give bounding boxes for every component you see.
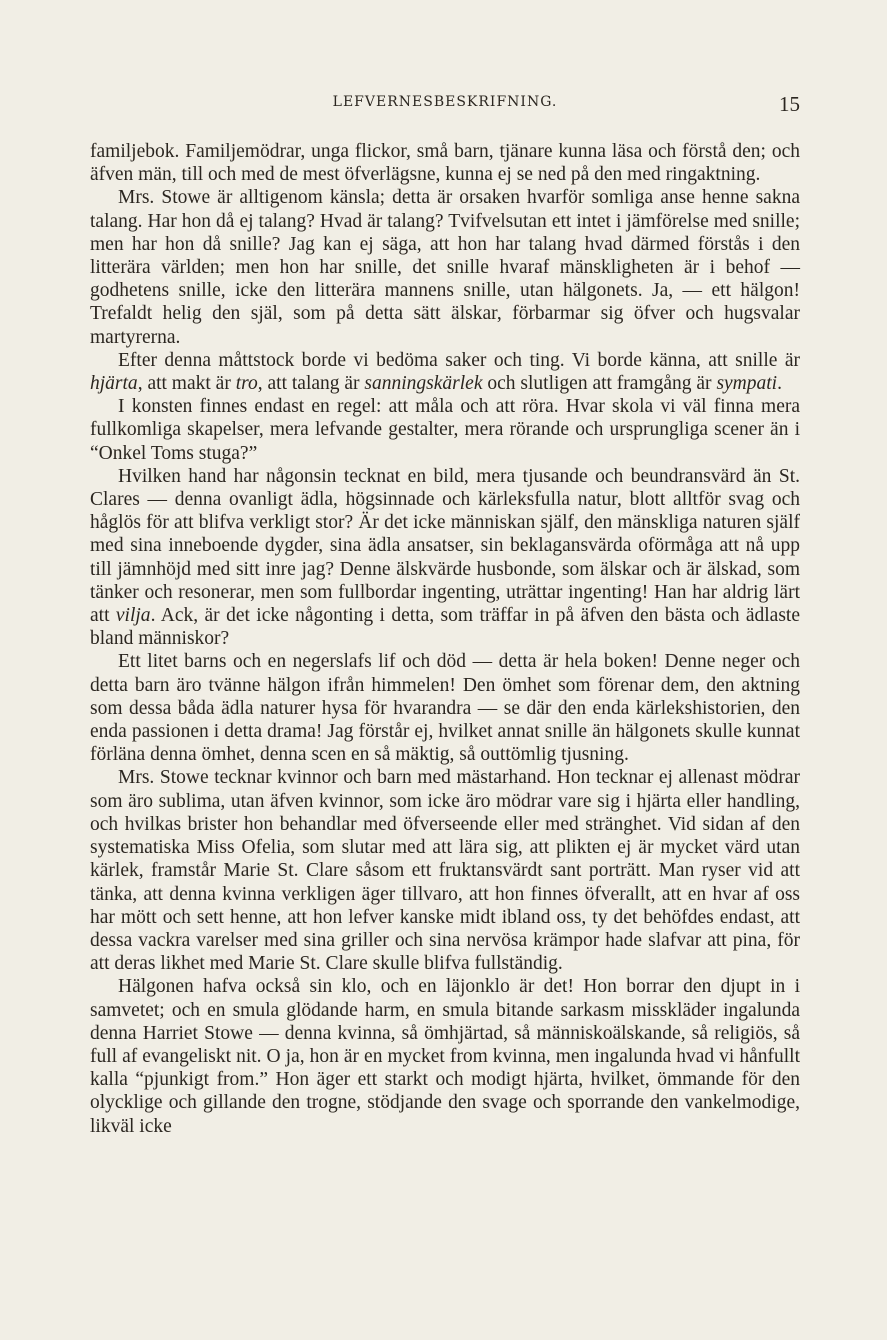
page-number: 15: [779, 92, 800, 116]
text-run: .: [777, 373, 782, 395]
paragraph: [90, 140, 800, 186]
paragraph: [90, 766, 800, 975]
paragraph: [90, 975, 800, 1137]
italic-term: hjärta: [90, 373, 138, 395]
text-run: . Ack, är det icke någonting i detta, som träffar in på äfven den bästa och ädlaste bland människor?: [90, 605, 800, 650]
text-run: Mrs. Stowe tecknar kvinnor och barn med mästarhand. Hon tecknar ej allenast mödrar som äro sublima, utan äfven kvinnor, som icke äro mödrar vare sig i hjärta eller handling, och hvilkas brister hon behandlar med öfverseende eller med stränghet. Vid sidan af den systematiska Miss Ofelia, som slutar med att lära sig, att plikten ej är mycket värd utan kärlek, framstår Marie St. Clare såsom ett fruktansvärdt sant porträtt. Man ryser vid att tänka, att denna kvinna verkligen äger tillvaro, att hon finnes öfverallt, att en hvar af oss har mött och sett henne, att hon lefver kanske midt ibland oss, ty det behöfdes endast, att dessa vackra varelser med sina griller och sina nervösa krämpor hade slafvar att pina, för att deras likhet med Marie St. Clare skulle blifva fullständig.: [90, 767, 800, 975]
text-run: och slutligen att framgång är: [482, 373, 717, 395]
italic-term: sympati: [716, 373, 778, 395]
paragraph: [90, 650, 800, 766]
text-run: familjebok. Familjemödrar, unga flickor, små barn, tjänare kunna läsa och förstå den; och äfven män, till och med de mest öfverlägsne, kunna ej se ned på den med ringaktning.: [90, 141, 800, 186]
text-run: Ett litet barns och en negerslafs lif och död — detta är hela boken! Denne neger och detta barn äro tvänne hälgon ifrån himmelen! Den ömhet som förenar dem, den aktning som dessa båda ädla naturer hysa för hvarandra — se där den enda kärlekshistorien, den enda passionen i detta drama! Jag förstår ej, hvilket annat snille än hälgonets skulle kunnat förläna denna ömhet, denna scen en så mäktig, så outtömlig tjusning.: [90, 651, 800, 766]
text-run: Mrs. Stowe är alltigenom känsla; detta är orsaken hvarför somliga anse henne sakna talang. Har hon då ej talang? Hvad är talang? Tvifvelsutan ett intet i jämförelse med snille; men har hon då snille? Jag kan ej säga, att hon har talang hvad därmed förstås i den litterära världen; men hon har snille, det snille hvaraf mänskligheten är i behof — godhetens snille, icke den litterära mannens snille, utan hälgonets. Ja, — ett hälgon! Trefaldt helig den själ, som på detta sätt älskar, förbarmar sig öfver och hugsvalar martyrerna.: [90, 187, 800, 348]
paragraph: [90, 186, 800, 348]
paragraph: [90, 465, 800, 651]
running-head: [90, 92, 800, 116]
paragraph: [90, 395, 800, 465]
paragraph: [90, 349, 800, 395]
running-title: LEFVERNESBESKRIFNING.: [332, 94, 558, 110]
body-text: [90, 140, 800, 1138]
italic-term: sanningskärlek: [364, 373, 483, 395]
text-run: , att makt är: [137, 373, 236, 395]
italic-term: vilja: [115, 605, 151, 627]
text-run: Hälgonen hafva också sin klo, och en läjonklo är det! Hon borrar den djupt in i samvetet; och en smula glödande harm, en smula bitande sarkasm misskläder ingalunda denna Harriet Stowe — denna kvinna, så ömhjärtad, så människoälskande, så religiös, så full af evangeliskt nit. O ja, hon är en mycket from kvinna, men ingalunda hvad vi hånfullt kalla “pjunkigt from.” Hon äger ett starkt och modigt hjärta, hvilket, ömmande för den olycklige och gillande den trogne, stödjande den svage och sporrande den vankelmodige, likväl icke: [90, 976, 800, 1137]
text-run: Efter denna måttstock borde vi bedöma saker och ting. Vi borde känna, att snille är: [118, 349, 800, 371]
text-run: I konsten finnes endast en regel: att måla och att röra. Hvar skola vi väl finna mera fullkomliga skapelser, mera lefvande gestalter, mera rörande och ursprungliga scener än i “Onkel Toms stuga?”: [90, 396, 800, 464]
italic-term: tro: [235, 373, 258, 395]
text-run: , att talang är: [257, 373, 365, 395]
text-run: Hvilken hand har någonsin tecknat en bild, mera tjusande och beundransvärd än St. Clares — denna ovanligt ädla, högsinnade och kärleksfulla natur, blott alltför svag och håglös för att blifva verkligt stor? Är det icke människan själf, den mänskliga naturen själf med sina inneboende dygder, sina ädla ansatser, sin beklagansvärda oförmåga att nå upp till jämnhöjd med sitt inre jag? Denne älskvärde husbonde, som älskar och är älskad, som tänker och resonerar, men som fullbordar ingenting, uträttar ingenting! Han har aldrig lärt att: [90, 465, 800, 627]
